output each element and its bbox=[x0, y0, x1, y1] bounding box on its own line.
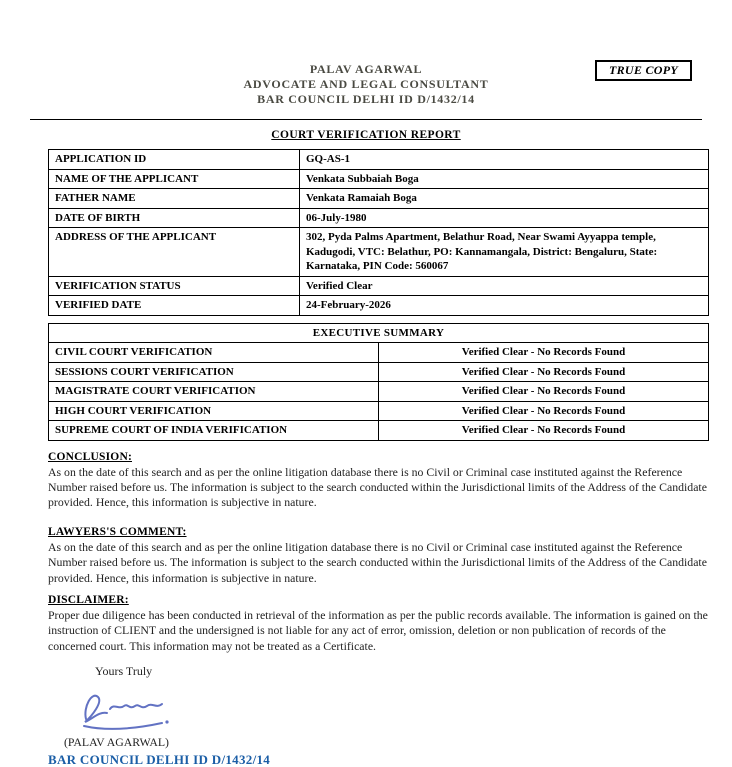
advocate-role: ADVOCATE AND LEGAL CONSULTANT bbox=[243, 77, 489, 91]
bar-council-id: BAR COUNCIL DELHI ID D/1432/14 bbox=[48, 752, 271, 767]
table-row bbox=[49, 421, 709, 441]
true-copy-label: TRUE COPY bbox=[608, 63, 678, 77]
field-label: DATE OF BIRTH bbox=[49, 208, 300, 228]
field-value: 06-July-1980 bbox=[300, 208, 709, 228]
table-row bbox=[49, 362, 709, 382]
field-label: VERIFICATION STATUS bbox=[49, 276, 300, 296]
field-label: CIVIL COURT VERIFICATION bbox=[49, 343, 379, 363]
field-value: Verified Clear - No Records Found bbox=[379, 401, 709, 421]
lawyers-comment-body: As on the date of this search and as per the online litigation database there is no Civil or Criminal case instituted against the Reference Number raised before us. The information is subject to the search conducted within the Jurisdictional limits of the Address of the Candidate provided. Hence, this information is subjective in nature. bbox=[48, 539, 707, 585]
table-row bbox=[49, 401, 709, 421]
field-label: NAME OF THE APPLICANT bbox=[49, 169, 300, 189]
table-row bbox=[49, 208, 709, 228]
field-label: FATHER NAME bbox=[49, 189, 300, 209]
field-value: Verified Clear - No Records Found bbox=[379, 362, 709, 382]
true-copy-stamp bbox=[595, 60, 692, 81]
signatory-name: (PALAV AGARWAL) bbox=[64, 735, 169, 750]
field-value: Verified Clear - No Records Found bbox=[379, 343, 709, 363]
field-value: 302, Pyda Palms Apartment, Belathur Road, Near Swami Ayyappa temple, Kadugodi, VTC: Belathur, PO: Kannamangala, District: Bengaluru, State: Karnataka, PIN Code: 560067 bbox=[300, 228, 709, 277]
disclaimer-body: Proper due diligence has been conducted in retrieval of the information as per the public records available. The information is gained on the instruction of CLIENT and the undersigned is not liable for any act of error, omission, deletion or non publication of records of the concerned court. This information may not be treated as a Certificate. bbox=[48, 607, 708, 653]
table-row bbox=[49, 343, 709, 363]
disclaimer-section bbox=[48, 594, 710, 654]
disclaimer-heading: DISCLAIMER: bbox=[48, 593, 129, 606]
conclusion-section bbox=[48, 451, 710, 511]
field-label: MAGISTRATE COURT VERIFICATION bbox=[49, 382, 379, 402]
field-label: SUPREME COURT OF INDIA VERIFICATION bbox=[49, 421, 379, 441]
lawyers-comment-heading: LAWYERS'S COMMENT: bbox=[48, 525, 187, 538]
handwritten-signature bbox=[72, 683, 732, 733]
field-value: Verified Clear bbox=[300, 276, 709, 296]
lawyers-comment-section bbox=[48, 526, 710, 586]
header-divider bbox=[30, 119, 702, 120]
conclusion-body: As on the date of this search and as per the online litigation database there is no Civil or Criminal case instituted against the Reference Number raised before us. The information is subject to the search conducted within the Jurisdictional limits of the Address of the Candidate provided. Hence, this information is subjective in nature. bbox=[48, 464, 707, 510]
table-row bbox=[49, 296, 709, 316]
field-value: Venkata Ramaiah Boga bbox=[300, 189, 709, 209]
field-value: GQ-AS-1 bbox=[300, 150, 709, 170]
signature-icon bbox=[72, 683, 182, 733]
report-title: COURT VERIFICATION REPORT bbox=[271, 129, 461, 141]
field-label: APPLICATION ID bbox=[49, 150, 300, 170]
field-value: Verified Clear - No Records Found bbox=[379, 382, 709, 402]
field-label: ADDRESS OF THE APPLICANT bbox=[49, 228, 300, 277]
letterhead bbox=[0, 0, 732, 107]
field-value: Venkata Subbaiah Boga bbox=[300, 169, 709, 189]
field-label: SESSIONS COURT VERIFICATION bbox=[49, 362, 379, 382]
table-row bbox=[49, 276, 709, 296]
field-value: Verified Clear - No Records Found bbox=[379, 421, 709, 441]
table-row bbox=[49, 150, 709, 170]
conclusion-heading: CONCLUSION: bbox=[48, 450, 132, 463]
applicant-table bbox=[48, 149, 709, 316]
table-row bbox=[49, 228, 709, 277]
advocate-bar-id: BAR COUNCIL DELHI ID D/1432/14 bbox=[257, 92, 475, 106]
field-label: HIGH COURT VERIFICATION bbox=[49, 401, 379, 421]
table-row bbox=[49, 382, 709, 402]
table-row bbox=[49, 189, 709, 209]
field-label: VERIFIED DATE bbox=[49, 296, 300, 316]
field-value: 24-February-2026 bbox=[300, 296, 709, 316]
table-row bbox=[49, 169, 709, 189]
executive-summary-table bbox=[48, 323, 709, 441]
advocate-name: PALAV AGARWAL bbox=[309, 62, 423, 76]
table-row bbox=[49, 323, 709, 343]
executive-summary-title: EXECUTIVE SUMMARY bbox=[49, 323, 709, 343]
closing-salutation: Yours Truly bbox=[95, 664, 153, 679]
